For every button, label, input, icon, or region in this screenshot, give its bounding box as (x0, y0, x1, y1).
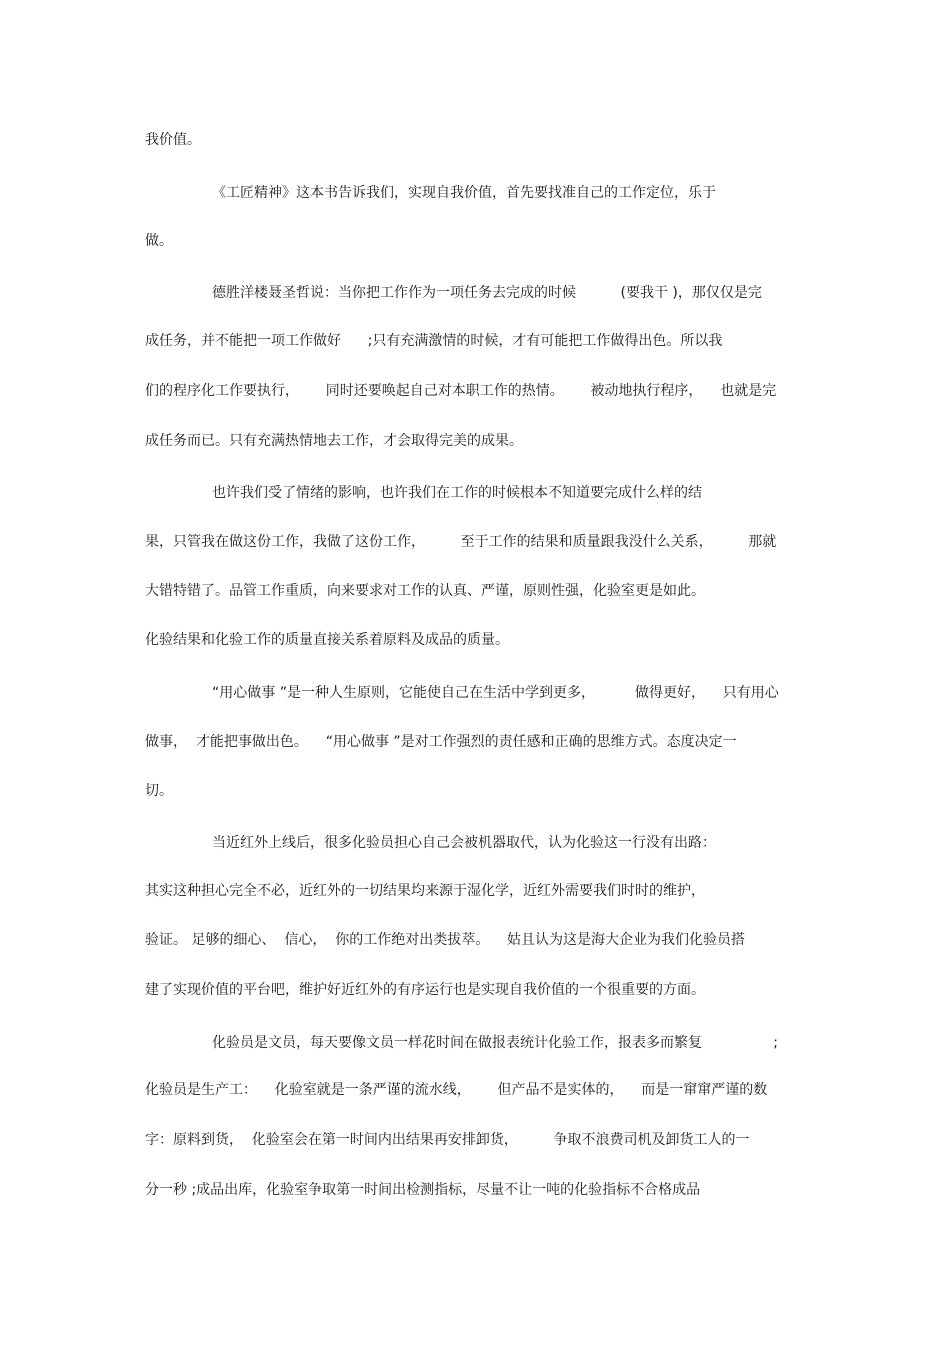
text-line: 成任务，并不能把一项工作做好 ;只有充满激情的时候，才有可能把工作做得出色。所以我 (145, 333, 723, 349)
text-line: 化验员是生产工： 化验室就是一条严谨的流水线， 但产品不是实体的， 而是一窜窜严谨的数 (145, 1082, 768, 1098)
text-line: 们的程序化工作要执行， 同时还要唤起自己对本职工作的热情。 被动地执行程序， 也就是完 (145, 383, 777, 399)
text-line: 也许我们受了情绪的影响，也许我们在工作的时候根本不知道要完成什么样的结 (212, 485, 702, 501)
text-line: 字：原料到货， 化验室会在第一时间内出结果再安排卸货， 争取不浪费司机及卸货工人的一 (145, 1132, 750, 1148)
text-line: 化验员是文员，每天要像文员一样花时间在做报表统计化验工作，报表多而繁复 ; (212, 1035, 778, 1051)
text-line: 我价值。 (145, 132, 201, 148)
text-line: 《工匠精神》这本书告诉我们，实现自我价值，首先要找准自己的工作定位，乐于 (212, 185, 716, 201)
text-line: “用心做事 ”是一种人生原则，它能使自己在生活中学到更多， 做得更好， 只有用心 (212, 685, 779, 701)
text-line: 成任务而已。只有充满热情地去工作，才会取得完美的成果。 (145, 433, 523, 449)
text-line: 德胜洋楼聂圣哲说：当你把工作作为一项任务去完成的时候 (要我干 )，那仅仅是完 (212, 285, 762, 301)
text-line: 切。 (145, 783, 173, 799)
text-line: 化验结果和化验工作的质量直接关系着原料及成品的质量。 (145, 632, 509, 648)
text-line: 验证。 足够的细心、 信心， 你的工作绝对出类拔萃。 姑且认为这是海大企业为我们化验员搭 (145, 932, 746, 948)
text-line: 做事， 才能把事做出色。 “用心做事 ”是对工作强烈的责任感和正确的思维方式。态度决定一 (145, 734, 737, 750)
text-line: 当近红外上线后，很多化验员担心自己会被机器取代，认为化验这一行没有出路： (212, 835, 716, 851)
text-line: 做。 (145, 233, 173, 249)
text-line: 建了实现价值的平台吧，维护好近红外的有序运行也是实现自我价值的一个很重要的方面。 (145, 982, 705, 998)
text-line: 大错特错了。品管工作重质，向来要求对工作的认真、严谨，原则性强，化验室更是如此。 (145, 583, 705, 599)
text-line: 其实这种担心完全不必，近红外的一切结果均来源于湿化学，近红外需要我们时时的维护， (145, 883, 705, 899)
text-line: 分一秒 ;成品出库，化验室争取第一时间出检测指标，尽量不让一吨的化验指标不合格成品 (145, 1182, 701, 1198)
text-line: 果，只管我在做这份工作，我做了这份工作， 至于工作的结果和质量跟我没什么关系， 那就 (145, 534, 777, 550)
